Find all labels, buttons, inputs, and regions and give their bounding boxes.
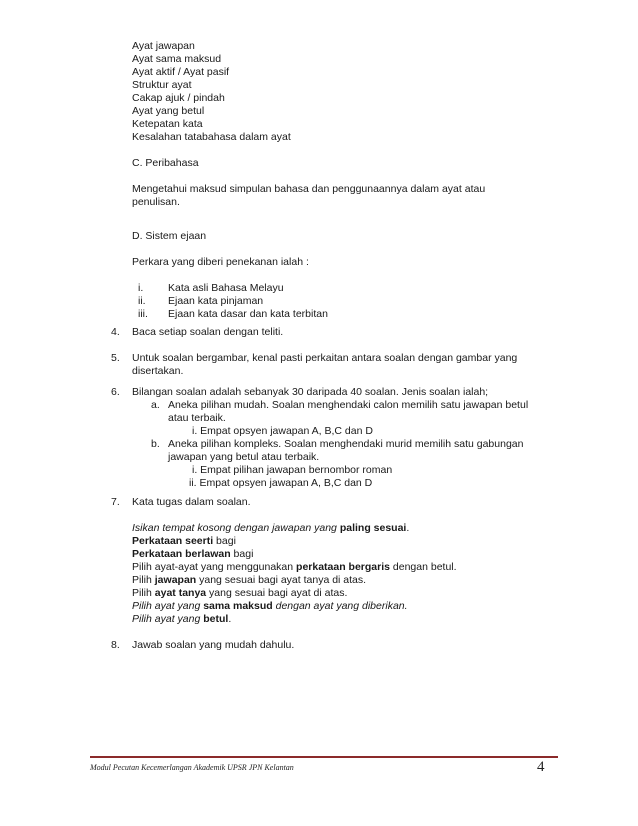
paragraph-line: Mengetahui maksud simpulan bahasa dan penggunaannya dalam ayat atau — [132, 183, 486, 195]
paragraph-line: penulisan. — [132, 196, 180, 208]
paragraph-line: Baca setiap soalan dengan teliti. — [132, 326, 284, 338]
text-run: bagi — [230, 548, 254, 560]
paragraph-line: Jawab soalan yang mudah dahulu. — [132, 639, 295, 651]
roman-numeral: i. — [138, 282, 144, 294]
example-line — [132, 548, 253, 561]
example-line — [132, 522, 409, 535]
text-run: Pilih — [132, 587, 155, 599]
example-line — [132, 535, 236, 548]
list-item: Ayat sama maksud — [132, 53, 222, 65]
section-heading-d: D. Sistem ejaan — [132, 230, 207, 242]
text-run: . — [228, 613, 232, 625]
bold-text: paling sesuai — [339, 522, 407, 534]
bold-text: jawapan — [154, 574, 197, 586]
list-item: Ejaan kata dasar dan kata terbitan — [168, 308, 328, 320]
list-item: Ketepatan kata — [132, 118, 203, 130]
footer-divider — [90, 756, 558, 758]
example-line — [132, 587, 347, 600]
item-number: 4. — [111, 326, 120, 338]
text-run: Pilih ayat yang — [132, 600, 204, 612]
sub-sub-item: ii. Empat opsyen jawapan A, B,C dan D — [189, 477, 373, 489]
text-run: dengan ayat yang diberikan. — [272, 600, 408, 612]
list-item: Kata asli Bahasa Melayu — [168, 282, 284, 294]
item-number: 7. — [111, 496, 120, 508]
text-run: . — [406, 522, 410, 534]
text-run: Pilih — [132, 574, 155, 586]
example-line — [132, 600, 408, 613]
paragraph-line: Kata tugas dalam soalan. — [132, 496, 251, 508]
bold-text: sama maksud — [203, 600, 273, 612]
sub-item-letter: a. — [151, 399, 160, 411]
example-line — [132, 613, 231, 626]
text-run: Isikan tempat kosong dengan jawapan yang — [132, 522, 340, 534]
footer-text: Modul Pecutan Kecemerlangan Akademik UPSR JPN Kelantan — [90, 763, 294, 772]
paragraph-line: jawapan yang betul atau terbaik. — [168, 451, 320, 463]
bold-text: betul — [203, 613, 229, 625]
bold-text: Perkataan berlawan — [132, 548, 231, 560]
paragraph-line: Bilangan soalan adalah sebanyak 30 daripada 40 soalan. Jenis soalan ialah; — [132, 386, 489, 398]
sub-sub-item: i. Empat pilihan jawapan bernombor roman — [192, 464, 393, 476]
sub-item-letter: b. — [151, 438, 160, 450]
list-item: Ayat aktif / Ayat pasif — [132, 66, 230, 78]
list-item: Ejaan kata pinjaman — [168, 295, 264, 307]
item-number: 6. — [111, 386, 120, 398]
bold-text: Perkataan seerti — [132, 535, 214, 547]
text-run: bagi — [213, 535, 236, 547]
list-item: Ayat jawapan — [132, 40, 195, 52]
text-run: yang sesuai bagi ayat di atas. — [206, 587, 348, 599]
paragraph-line: Aneka pilihan kompleks. Soalan menghendaki murid memilih satu gabungan — [168, 438, 524, 450]
paragraph-line: atau terbaik. — [168, 412, 226, 424]
section-heading-c: C. Peribahasa — [132, 157, 199, 169]
example-line — [132, 574, 366, 587]
list-item: Kesalahan tatabahasa dalam ayat — [132, 131, 291, 143]
roman-numeral: iii. — [138, 308, 148, 320]
paragraph-line: Aneka pilihan mudah. Soalan menghendaki calon memilih satu jawapan betul — [168, 399, 529, 411]
text-run: Pilih ayat-ayat yang menggunakan — [132, 561, 297, 573]
text-run: yang sesuai bagi ayat tanya di atas. — [196, 574, 367, 586]
page-number: 4 — [537, 759, 545, 775]
roman-numeral: ii. — [138, 295, 146, 307]
paragraph-line: disertakan. — [132, 365, 184, 377]
list-item: Ayat yang betul — [132, 105, 205, 117]
paragraph-line: Untuk soalan bergambar, kenal pasti perkaitan antara soalan dengan gambar yang — [132, 352, 518, 364]
item-number: 8. — [111, 639, 120, 651]
paragraph-line: Perkara yang diberi penekanan ialah : — [132, 256, 309, 268]
bold-text: perkataan bergaris — [296, 561, 390, 573]
text-run: Pilih ayat yang — [132, 613, 204, 625]
bold-text: ayat tanya — [154, 587, 207, 599]
example-line — [132, 561, 457, 574]
list-item: Cakap ajuk / pindah — [132, 92, 225, 104]
item-number: 5. — [111, 352, 120, 364]
list-item: Struktur ayat — [132, 79, 192, 91]
sub-sub-item: i. Empat opsyen jawapan A, B,C dan D — [192, 425, 373, 437]
text-run: dengan betul. — [390, 561, 457, 573]
